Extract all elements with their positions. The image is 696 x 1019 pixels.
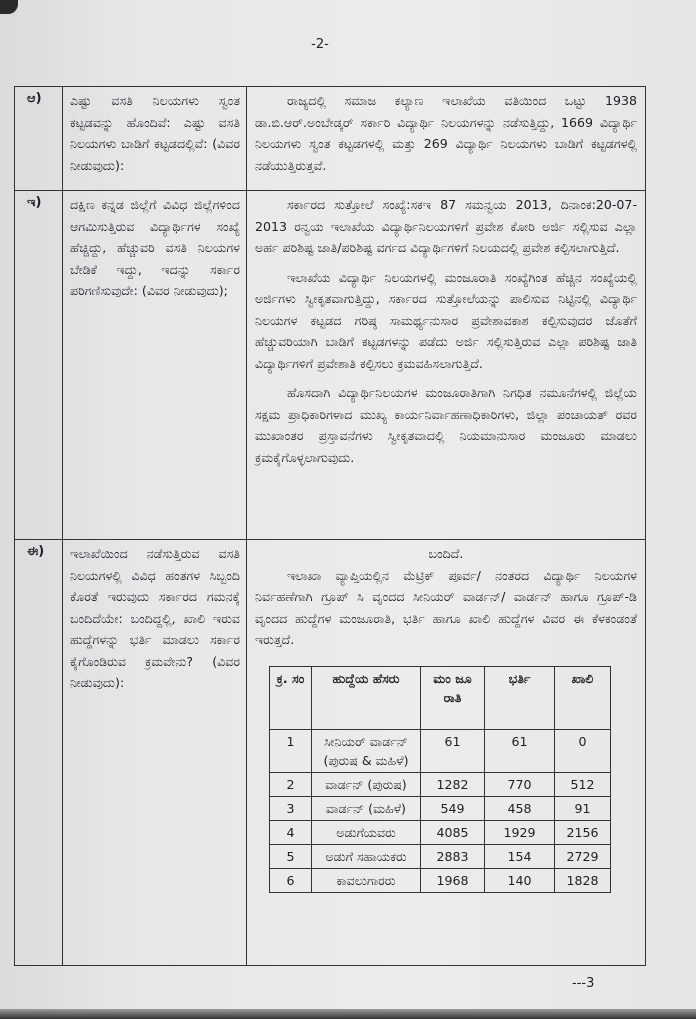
answer-paragraph: ರಾಜ್ಯದಲ್ಲಿ ಸಮಾಜ ಕಲ್ಯಾಣ ಇಲಾಖೆಯ ವತಿಯಿಂದ ಒಟ್ಟು 1938 ಡಾ.ಬಿ.ಆರ್.ಅಂಬೇಡ್ಕರ್ ಸರ್ಕಾರಿ ವಿದ್ಯಾರ್ಥಿ ನಿಲಯಗಳನ್ನು ನಡೆಸುತ್ತಿದ್ದು, 1669 ವಿದ್ಯಾರ್ಥಿ ನಿಲಯಗಳು ಸ್ವಂತ ಕಟ್ಟಡಗಳಲ್ಲಿ ಮತ್ತು 269 ವಿದ್ಯಾರ್ಥಿ ನಿಲಯಗಳು ಬಾಡಿಗೆ ಕಟ್ಟಡಗಳಲ್ಲಿ ನಡೆಯುತ್ತಿರುತ್ತವೆ. [255, 93, 637, 173]
header-sanctioned: ಮಂ ಜೂ ರಾತಿ [421, 667, 485, 730]
cell-vacant: 2156 [555, 821, 611, 845]
question-answer-table [14, 86, 646, 966]
photo-edge-shadow [0, 1009, 696, 1019]
cell-serial: 5 [270, 845, 312, 869]
staff-table-header-row [270, 667, 611, 730]
cell-vacant: 1828 [555, 869, 611, 893]
cell-post-name: ಅಡುಗೆಯವರು [312, 821, 421, 845]
answer-cell [247, 540, 645, 965]
answer-paragraph: ಇಲಾಖಾ ವ್ಯಾಪ್ತಿಯಲ್ಲಿನ ಮೆಟ್ರಿಕ್ ಪೂರ್ವ/ ನಂತರದ ವಿದ್ಯಾರ್ಥಿ ನಿಲಯಗಳ ನಿರ್ವಹಣೆಗಾಗಿ ಗ್ರೂಪ್ ಸಿ ವೃಂದದ ಸೀನಿಯರ್ ವಾರ್ಡನ್/ ವಾರ್ಡನ್ ಹಾಗೂ ಗ್ರೂಪ್-ಡಿ ವೃಂದದ ಹುದ್ದೆಗಳ ಮಂಜೂರಾತಿ, ಭರ್ತಿ ಹಾಗೂ ಖಾಲಿ ಹುದ್ದೆಗಳ ವಿವರ ಈ ಕೆಳಕಂಡಂತೆ ಇರುತ್ತದೆ. [255, 567, 637, 647]
header-serial: ಕ್ರ. ಸಂ [270, 667, 312, 730]
answer-paragraph: ಇಲಾಖೆಯ ವಿದ್ಯಾರ್ಥಿ ನಿಲಯಗಳಲ್ಲಿ ಮಂಜೂರಾತಿ ಸಂಖ್ಯೆಗಿಂತ ಹೆಚ್ಚಿನ ಸಂಖ್ಯೆಯಲ್ಲಿ ಅರ್ಜಿಗಳು ಸ್ವೀಕೃತವಾಗುತ್ತಿದ್ದು, ಸರ್ಕಾರದ ಸುತ್ತೋಲೆಯನ್ನು ಪಾಲಿಸುವ ನಿಟ್ಟಿನಲ್ಲಿ ವಿದ್ಯಾರ್ಥಿ ನಿಲಯಗಳ ಕಟ್ಟಡದ ಗರಿಷ್ಠ ಸಾಮರ್ಥ್ಯನುಸಾರ ಪ್ರವೇಶಾವಕಾಶ ಕಲ್ಪಿಸುವುದರ ಜೊತೆಗೆ ಹೆಚ್ಚುವರಿಯಾಗಿ ಬಾಡಿಗೆ ಕಟ್ಟಡಗಳನ್ನು ಪಡೆದು ಅರ್ಜಿ ಸಲ್ಲಿಸುತ್ತಿರುವ ಎಲ್ಲಾ ಪರಿಶಿಷ್ಟ ಜಾತಿ ವಿದ್ಯಾರ್ಥಿಗಳಿಗೆ ಪ್ರವೇಶಾತಿ ಕಲ್ಪಿಸಲು ಕ್ರಮವಹಿಸಲಾಗುತ್ತಿದೆ. [255, 269, 637, 371]
cell-post-name: ಕಾವಲುಗಾರರು [312, 869, 421, 893]
cell-filled: 770 [485, 773, 555, 797]
staff-table-row [270, 730, 611, 773]
cell-sanctioned: 61 [421, 730, 485, 773]
cell-vacant: 0 [555, 730, 611, 773]
cell-serial: 4 [270, 821, 312, 845]
cell-post-name: ಸೀನಿಯರ್ ವಾರ್ಡನ್ (ಪುರುಷ & ಮಹಿಳೆ) [312, 730, 421, 773]
answer-cell [247, 87, 645, 190]
staff-table-row [270, 821, 611, 845]
header-vacant: ಖಾಲಿ [555, 667, 611, 730]
cell-post-name: ವಾರ್ಡನ್ (ಮಹಿಳೆ) [312, 797, 421, 821]
qa-row-aa [15, 87, 645, 191]
cell-serial: 6 [270, 869, 312, 893]
cell-post-name: ವಾರ್ಡನ್ (ಪುರುಷ) [312, 773, 421, 797]
row-label: ಈ) [15, 540, 63, 965]
cell-sanctioned: 2883 [421, 845, 485, 869]
staff-table-row [270, 797, 611, 821]
page-number: -2- [311, 37, 329, 52]
cell-vacant: 512 [555, 773, 611, 797]
answer-paragraph: ಹೊಸದಾಗಿ ವಿದ್ಯಾರ್ಥಿನಿಲಯಗಳ ಮಂಜೂರಾತಿಗಾಗಿ ನಿಗಧಿತ ನಮೂನೆಗಳಲ್ಲಿ ಜಿಲ್ಲೆಯ ಸಕ್ಷಮ ಪ್ರಾಧಿಕಾರಿಗಳಾದ ಮುಖ್ಯ ಕಾರ್ಯನಿರ್ವಾಹಣಾಧಿಕಾರಿಗಳು, ಜಿಲ್ಲಾ ಪಂಚಾಯತ್ ರವರ ಮುಖಾಂತರ ಪ್ರಸ್ತಾವನೆಗಳು ಸ್ವೀಕೃತವಾದಲ್ಲಿ ನಿಯಮಾನುಸಾರ ಮಂಜೂರು ಮಾಡಲು ಕ್ರಮಕೈಗೊಳ್ಳಲಾಗುವುದು. [255, 385, 637, 465]
continuation-marker: ---3 [572, 976, 595, 991]
cell-filled: 154 [485, 845, 555, 869]
cell-serial: 1 [270, 730, 312, 773]
qa-row-ii [15, 540, 645, 965]
answer-heading: ಬಂದಿದೆ. [428, 546, 464, 561]
header-filled: ಭರ್ತಿ [485, 667, 555, 730]
cell-filled: 458 [485, 797, 555, 821]
cell-filled: 1929 [485, 821, 555, 845]
cell-sanctioned: 4085 [421, 821, 485, 845]
row-label: ಆ) [15, 87, 63, 190]
staff-vacancy-table [269, 666, 611, 893]
staff-table-row [270, 773, 611, 797]
cell-vacant: 91 [555, 797, 611, 821]
answer-paragraph: ಸರ್ಕಾರದ ಸುತ್ತೋಲೆ ಸಂಖ್ಯೆ:ಸಕಇ 87 ಸಮನ್ವಯ 2013, ದಿನಾಂಕ:20-07-2013 ರನ್ವಯ ಇಲಾಖೆಯ ವಿದ್ಯಾರ್ಥಿನಿಲಯಗಳಿಗೆ ಪ್ರವೇಶ ಕೋರಿ ಅರ್ಜಿ ಸಲ್ಲಿಸುವ ಎಲ್ಲಾ ಅರ್ಹ ಪರಿಶಿಷ್ಟ ಜಾತಿ/ಪರಿಶಿಷ್ಟ ವರ್ಗದ ವಿದ್ಯಾರ್ಥಿಗಳಿಗೆ ನಿಲಯದಲ್ಲಿ ಪ್ರವೇಶ ಕಲ್ಪಿಸಲಾಗುತ್ತಿದೆ. [255, 197, 637, 255]
qa-row-i [15, 191, 645, 540]
cell-serial: 2 [270, 773, 312, 797]
cell-sanctioned: 1968 [421, 869, 485, 893]
staff-table-row [270, 845, 611, 869]
header-post-name: ಹುದ್ದೆಯ ಹೆಸರು [312, 667, 421, 730]
cell-post-name: ಅಡುಗೆ ಸಹಾಯಕರು [312, 845, 421, 869]
question-text: ಎಷ್ಟು ವಸತಿ ನಿಲಯಗಳು ಸ್ವಂತ ಕಟ್ಟಡವನ್ನು ಹೊಂದಿವೆ: ಎಷ್ಟು ವಸತಿ ನಿಲಯಗಳು ಬಾಡಿಗೆ ಕಟ್ಟಡದಲ್ಲಿವೆ: (ವಿವರ ನೀಡುವುದು): [63, 87, 247, 190]
cell-sanctioned: 1282 [421, 773, 485, 797]
cell-sanctioned: 549 [421, 797, 485, 821]
row-label: ಇ) [15, 191, 63, 539]
photo-edge-shadow [0, 0, 18, 14]
cell-filled: 140 [485, 869, 555, 893]
staff-table-row [270, 869, 611, 893]
cell-filled: 61 [485, 730, 555, 773]
question-text: ಇಲಾಖೆಯಿಂದ ನಡೆಸುತ್ತಿರುವ ವಸತಿ ನಿಲಯಗಳಲ್ಲಿ ವಿವಿಧ ಹಂತಗಳ ಸಿಬ್ಬಂದಿ ಕೊರತೆ ಇರುವುದು ಸರ್ಕಾರದ ಗಮನಕ್ಕೆ ಬಂದಿದೆಯೇ: ಬಂದಿದ್ದಲ್ಲಿ, ಖಾಲಿ ಇರುವ ಹುದ್ದೆಗಳನ್ನು ಭರ್ತಿ ಮಾಡಲು ಸರ್ಕಾರ ಕೈಗೊಂಡಿರುವ ಕ್ರಮವೇನು? (ವಿವರ ನೀಡುವುದು): [63, 540, 247, 965]
cell-serial: 3 [270, 797, 312, 821]
question-text: ದಕ್ಷಿಣ ಕನ್ನಡ ಜಿಲ್ಲೆಗೆ ವಿವಿಧ ಜಿಲ್ಲೆಗಳಿಂದ ಆಗಮಿಸುತ್ತಿರುವ ವಿದ್ಯಾರ್ಥಿಗಳ ಸಂಖ್ಯೆ ಹೆಚ್ಚಿದ್ದು, ಹೆಚ್ಚುವರಿ ವಸತಿ ನಿಲಯಗಳ ಬೇಡಿಕೆ ಇದ್ದು, ಇದನ್ನು ಸರ್ಕಾರ ಪರಿಗಣಿಸುವುದೇ: (ವಿವರ ನೀಡುವುದು); [63, 191, 247, 539]
answer-cell [247, 191, 645, 539]
cell-vacant: 2729 [555, 845, 611, 869]
